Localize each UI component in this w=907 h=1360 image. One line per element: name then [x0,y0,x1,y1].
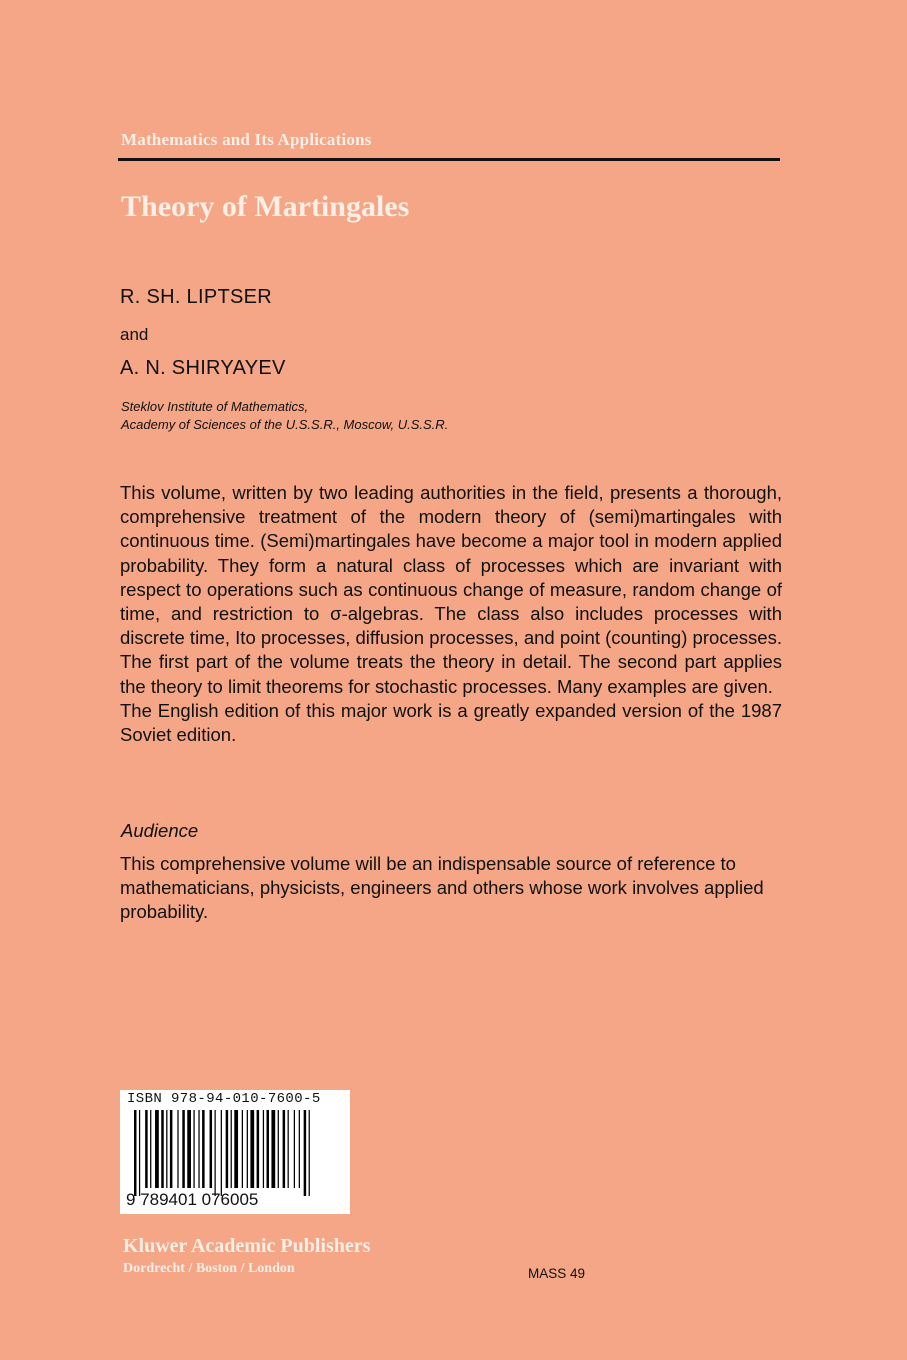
barcode-bar [139,1110,140,1196]
barcode-bar [182,1110,185,1188]
series-code: MASS 49 [528,1266,586,1281]
barcode-bar [257,1110,260,1188]
series-name: Mathematics and Its Applications [121,130,372,149]
barcode-bar [267,1110,270,1188]
audience-text: This comprehensive volume will be an indispensable source of reference to mathematicians, physicists, engineers and others whose work involves applied probability. [120,853,764,923]
barcode-bar [210,1110,213,1188]
barcode-bar [155,1110,159,1188]
barcode-bar [215,1110,216,1196]
barcode-bar [170,1110,173,1188]
barcode-bar [161,1110,164,1188]
book-title: Theory of Martingales [121,190,410,223]
isbn-label: ISBN 978-94-010-7600-5 [127,1091,321,1107]
barcode-bar [177,1110,178,1188]
barcode-bar [278,1110,279,1188]
audience-heading: Audience [121,820,199,841]
barcode-bar [283,1110,286,1188]
barcode-bar [304,1110,307,1196]
barcode-bar [263,1110,264,1188]
barcode-bar [242,1110,243,1188]
affiliation [121,398,448,434]
description [120,481,782,747]
barcode-bar [247,1110,248,1188]
barcode-bar [187,1110,191,1188]
description-paragraph-1: This volume, written by two leading authorities in the field, presents a thorough, comprehensive treatment of the modern theory of (semi)martingales with continuous time. (Semi)martingales have become a major tool in modern applied probability. They form a natural class of processes which are invariant with respect to operations such as continuous change of measure, random change of time, and restriction to σ-algebras. The class also includes processes with discrete time, Ito processes, diffusion processes, and point (counting) processes. The first part of the volume treats the theory in detail. The second part applies the theory to limit theorems for stochastic processes. Many examples are given. [120,482,782,697]
barcode-bar [288,1110,289,1188]
barcode-bar [271,1110,275,1188]
publisher-name: Kluwer Academic Publishers [123,1235,371,1257]
publisher-cities: Dordrecht / Boston / London [123,1261,295,1276]
barcode-bar [150,1110,151,1188]
affiliation-line-1: Steklov Institute of Mathematics, [121,399,309,414]
barcode-bar [145,1110,148,1188]
barcode-bar [234,1110,238,1188]
ean-digits: 9 789401 076005 [126,1190,259,1209]
isbn-barcode [120,1090,350,1214]
barcode-bar [193,1110,194,1188]
barcode-bar [226,1110,229,1188]
barcode-bar [221,1110,222,1196]
author-conjunction: and [120,325,149,344]
barcode-bar [202,1110,205,1188]
header-rule [118,158,780,161]
barcode-bar [166,1110,167,1188]
barcode-bar [198,1110,199,1188]
barcode-bar [231,1110,232,1188]
author-2: A. N. SHIRYAYEV [120,357,286,379]
barcode-bar [250,1110,254,1188]
barcode-bar [309,1110,310,1196]
author-1: R. SH. LIPTSER [120,286,273,308]
barcode-bar [294,1110,295,1188]
barcode-bar [134,1110,137,1196]
affiliation-line-2: Academy of Sciences of the U.S.S.R., Moscow, U.S.S.R. [121,417,449,432]
description-paragraph-2: The English edition of this major work is a greatly expanded version of the 1987 Soviet edition. [120,699,782,746]
barcode-bar [299,1110,300,1188]
